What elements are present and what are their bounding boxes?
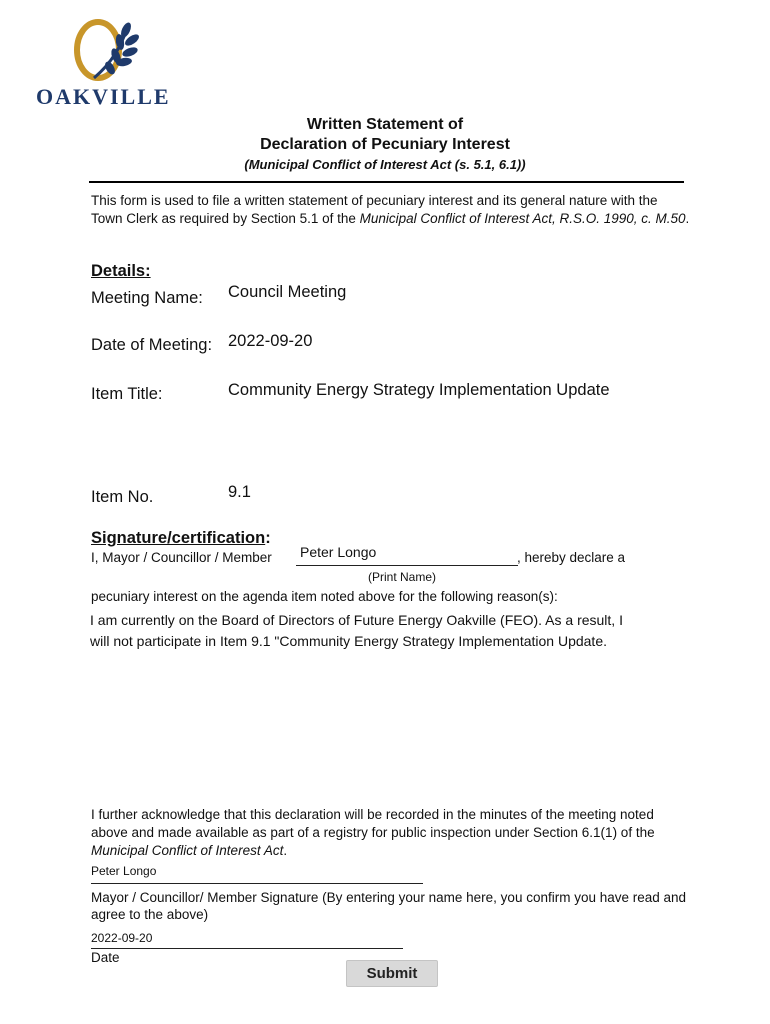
declare-prefix: I, Mayor / Councillor / Member: [91, 550, 272, 565]
item-title-label: Item Title:: [91, 385, 163, 403]
signature-heading-text: Signature/certification: [91, 529, 266, 547]
meeting-name-field[interactable]: Council Meeting: [228, 283, 347, 301]
signature-heading: [91, 529, 271, 548]
item-no-field[interactable]: 9.1: [228, 483, 251, 501]
form-title-line1: Written Statement of: [306, 116, 464, 133]
form-title-line2: Declaration of Pecuniary Interest: [260, 136, 510, 153]
reasons-intro: pecuniary interest on the agenda item noted above for the following reason(s):: [91, 589, 558, 604]
reasons-line-1[interactable]: I am currently on the Board of Directors of Future Energy Oakville (FEO). As a result, I: [90, 612, 623, 628]
details-heading: Details:: [91, 262, 151, 280]
signature-caption: Mayor / Councillor/ Member Signature (By entering your name here, you confirm you have read and agree to the above): [91, 890, 687, 922]
date-underline: [91, 948, 403, 949]
declare-suffix: , hereby declare a: [517, 550, 626, 565]
signature-field[interactable]: Peter Longo: [91, 864, 157, 878]
reasons-line-2[interactable]: will not participate in Item 9.1 "Community Energy Strategy Implementation Update.: [90, 633, 607, 649]
date-of-meeting-field[interactable]: 2022-09-20: [228, 332, 313, 350]
signature-underline: [91, 883, 423, 884]
date-of-meeting-label: Date of Meeting:: [91, 336, 213, 354]
header-divider: [89, 181, 684, 183]
item-title-field[interactable]: Community Energy Strategy Implementation Update: [228, 381, 610, 399]
date-caption: Date: [91, 950, 120, 965]
member-name-underline: [296, 565, 518, 566]
submit-button[interactable]: Submit: [346, 960, 438, 987]
oak-leaf-emblem-icon: [36, 18, 166, 84]
acknowledgement-text: I further acknowledge that this declaration will be recorded in the minutes of the meeting noted above and made available as part of a registry for public inspection under Section 6.1(1) of the: [91, 807, 655, 840]
oakville-wordmark: OAKVILLE: [36, 84, 171, 109]
intro-text: This form is used to file a written statement of pecuniary interest and its general nature with the Town Clerk as required by Section 5.1 of the: [91, 193, 658, 226]
intro-act-name: Municipal Conflict of Interest Act, R.S.O. 1990, c. M.50: [359, 211, 686, 226]
form-subtitle: (Municipal Conflict of Interest Act (s. 5.1, 6.1)): [244, 157, 526, 172]
date-field[interactable]: 2022-09-20: [91, 931, 153, 945]
member-name-field[interactable]: Peter Longo: [300, 544, 377, 560]
print-name-caption: (Print Name): [368, 570, 437, 584]
intro-end: .: [685, 211, 690, 226]
oakville-logo: [36, 18, 171, 110]
signature-heading-colon: :: [265, 529, 271, 547]
acknowledgement-act-name: Municipal Conflict of Interest Act: [91, 843, 284, 858]
acknowledgement-paragraph: [91, 806, 691, 860]
meeting-name-label: Meeting Name:: [91, 289, 203, 307]
item-no-label: Item No.: [91, 488, 154, 506]
intro-paragraph: [91, 192, 691, 228]
acknowledgement-end: .: [283, 843, 288, 858]
